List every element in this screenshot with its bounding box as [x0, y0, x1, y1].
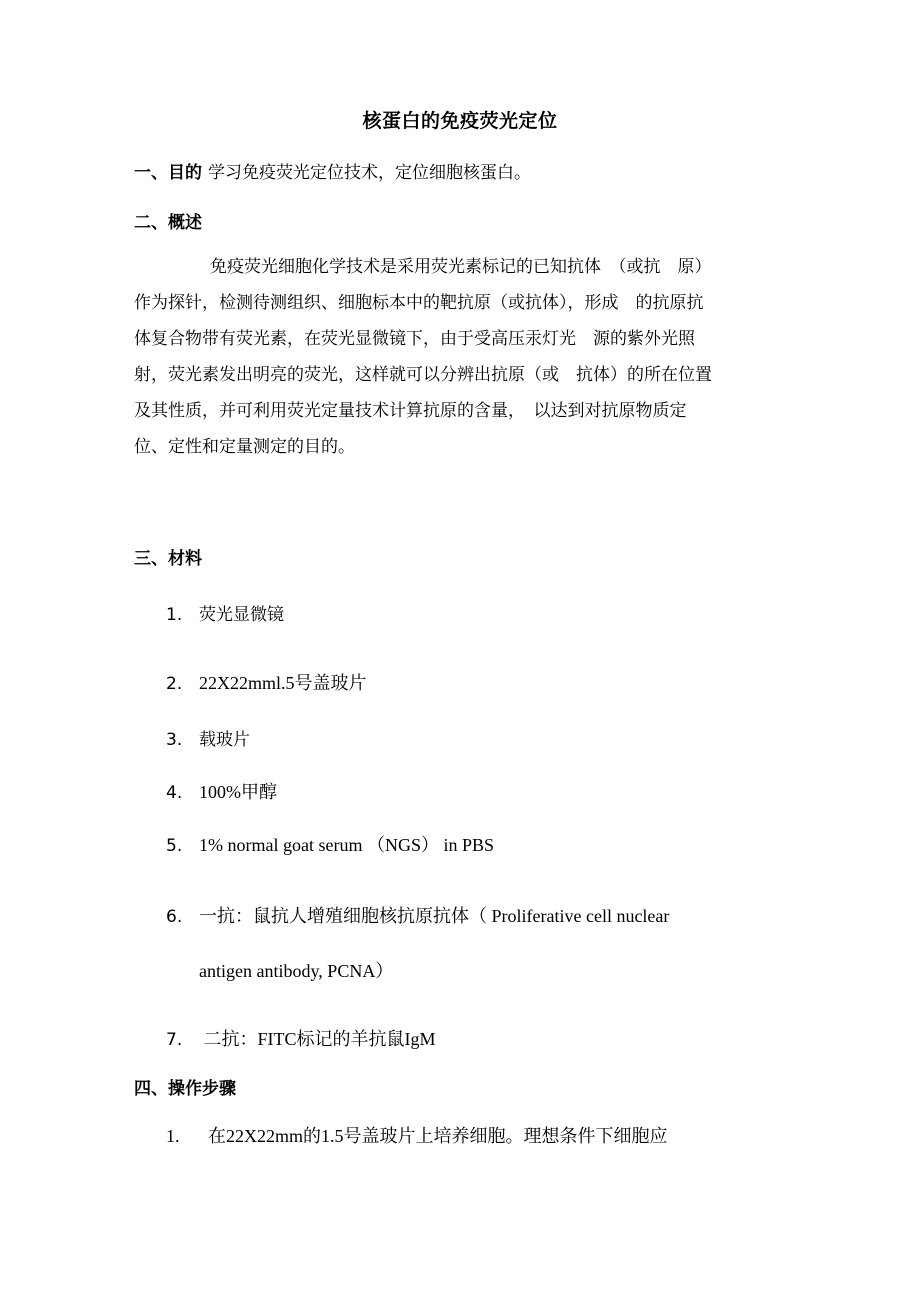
overview-line: 免疫荧光细胞化学技术是采用荧光素标记的已知抗体 （或抗 原）: [210, 257, 712, 277]
material-item-number: 1.: [166, 605, 183, 625]
material-item-text: 二抗：FITC标记的羊抗鼠IgM: [199, 1029, 436, 1049]
overview-line: 作为探针，检测待测组织、细胞标本中的靶抗原（或抗体），形成 的抗原抗: [134, 293, 704, 313]
overview-line: 体复合物带有荧光素，在荧光显微镜下，由于受高压汞灯光 源的紫外光照: [134, 329, 695, 349]
material-item-6: [166, 902, 669, 928]
material-item-4: [166, 778, 277, 804]
material-item-5: [166, 831, 494, 857]
material-item-6-continuation: antigen antibody, PCNA）: [199, 961, 394, 981]
material-item-7: [166, 1025, 436, 1051]
material-item-number: 5.: [166, 836, 183, 856]
material-item-text: 1% normal goat serum （NGS） in PBS: [199, 835, 494, 855]
overview-paragraph: [134, 249, 794, 465]
overview-line: 位、定性和定量测定的目的。: [134, 437, 355, 457]
section-overview-heading: 二、概述: [134, 213, 202, 233]
material-item-text: 一抗：鼠抗人增殖细胞核抗原抗体（ Proliferative cell nuclear: [199, 906, 670, 926]
material-item-number: 2.: [166, 674, 183, 694]
material-item-text: 22X22mml.5号盖玻片: [199, 673, 367, 693]
material-item-text: 载玻片: [199, 730, 250, 750]
material-item-number: 6.: [166, 907, 183, 927]
material-item-text: 荧光显微镜: [199, 605, 284, 625]
overview-line: 及其性质，并可利用荧光定量技术计算抗原的含量， 以达到对抗原物质定: [134, 401, 687, 421]
material-item-number: 7.: [166, 1030, 183, 1050]
material-item-number: 4.: [166, 783, 183, 803]
section-purpose-text: 学习免疫荧光定位技术，定位细胞核蛋白。: [208, 163, 531, 183]
section-purpose-heading: 一、目的: [134, 163, 202, 183]
overview-line: 射，荧光素发出明亮的荧光，这样就可以分辨出抗原（或 抗体）的所在位置: [134, 365, 712, 385]
material-item-3: [166, 725, 250, 750]
material-item-1: [166, 600, 284, 625]
document-title: 核蛋白的免疫荧光定位: [362, 110, 558, 132]
material-item-text: 100%甲醇: [199, 782, 277, 802]
section-purpose: [134, 158, 531, 183]
material-item-number: 3.: [166, 730, 183, 750]
material-item-2: [166, 669, 367, 695]
procedure-step-text: 在22X22mm的1.5号盖玻片上培养细胞。理想条件下细胞应: [208, 1126, 668, 1146]
procedure-step-1: [166, 1122, 668, 1148]
section-materials-heading: 三、材料: [134, 549, 202, 569]
procedure-step-number: 1.: [166, 1126, 180, 1146]
section-procedure-heading: 四、操作步骤: [134, 1079, 236, 1099]
